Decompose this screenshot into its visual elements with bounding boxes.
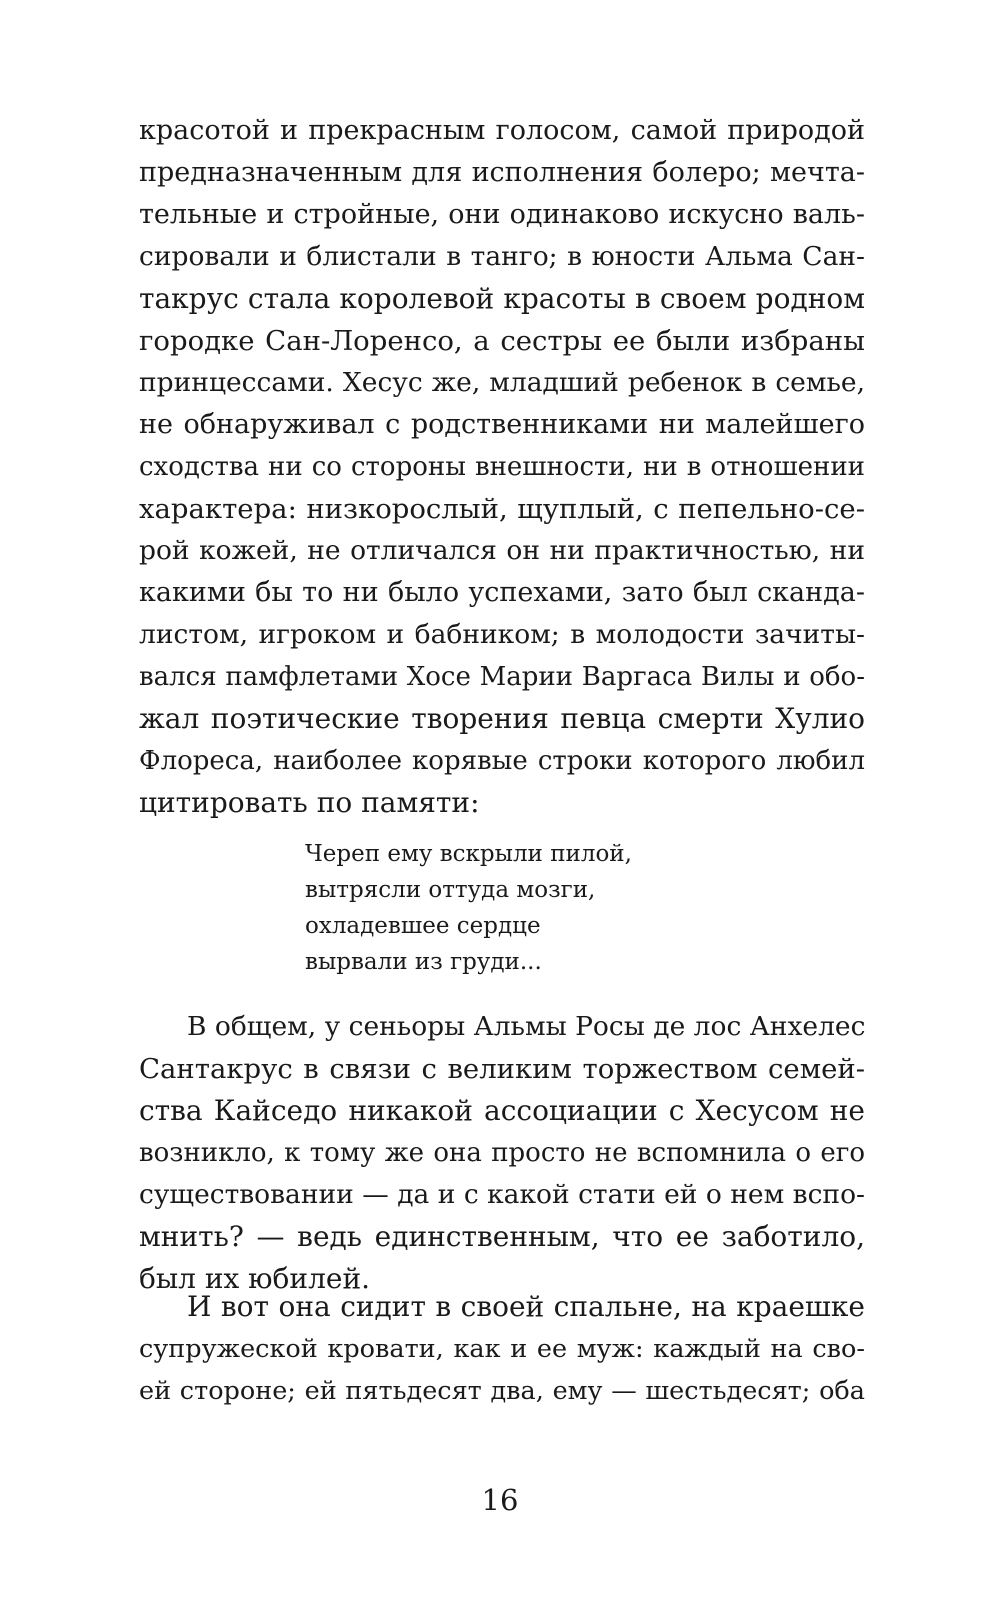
text-line: листом, игроком и бабником; в молодости зачиты- [139,619,865,650]
text-line: рой кожей, не отличался он ни практичностью, ни [139,535,865,566]
text-line: возникло, к тому же она просто не вспомнила о его [139,1138,865,1168]
text-line: городке Сан-Лоренсо, а сестры ее были избраны [139,325,865,357]
text-line: какими бы то ни было успехами, зато был сканда- [139,577,865,608]
text-line: тельные и стройные, они одинаково искусно валь- [139,199,865,230]
paragraph-3 [139,1286,865,1412]
text-line: такрус стала королевой красоты в своем родном [139,282,865,315]
poem-line: вырвали из груди... [305,949,542,975]
text-line: сировали и блистали в танго; в юности Альма Сан- [139,241,865,272]
text-line: существовании — да и с какой стати ей о нем вспо- [139,1179,865,1210]
poem-line: охладевшее сердце [305,913,541,939]
text-line: сходства ни со стороны внешности, ни в отношении [139,452,865,482]
text-line: ей стороне; ей пятьдесят два, ему — шестьдесят; оба [139,1376,865,1406]
page-number: 16 [481,1483,519,1517]
text-line: характера: низкорослый, щуплый, с пепельно-се- [139,493,865,525]
text-line: В общем, у сеньоры Альмы Росы де лос Анхелес [187,1011,866,1042]
poem-line: Череп ему вскрыли пилой, [305,841,632,867]
text-line: Сантакрус в связи с великим торжеством семей- [139,1053,865,1085]
text-line: И вот она сидит в своей спальне, на краешке [187,1290,865,1323]
paragraph-2 [139,1006,865,1300]
text-line: Флореса, наиболее корявые строки которого любил [139,746,865,776]
text-line: ства Кайседо никакой ассоциации с Хесусом не [139,1094,865,1127]
text-line: красотой и прекрасным голосом, самой природой [139,115,865,146]
poem-quote [305,836,632,980]
text-line: жал поэтические творения певца смерти Хулио [139,702,865,735]
text-line: вался памфлетами Хосе Марии Варгаса Вилы и обо- [139,662,865,692]
poem-line: вытрясли оттуда мозги, [305,877,596,903]
paragraph-1 [139,110,865,824]
text-line: цитировать по памяти: [139,786,480,819]
text-line: супружеской кровати, как и ее муж: каждый на сво- [139,1334,865,1364]
text-line: был их юбилей. [139,1262,370,1295]
text-line: мнить? — ведь единственным, что ее заботило, [139,1220,865,1253]
text-line: предназначенным для исполнения болеро; мечта- [139,157,865,188]
text-line: принцессами. Хесус же, младший ребенок в семье, [139,367,865,398]
text-line: не обнаруживал с родственниками ни малейшего [139,409,865,440]
